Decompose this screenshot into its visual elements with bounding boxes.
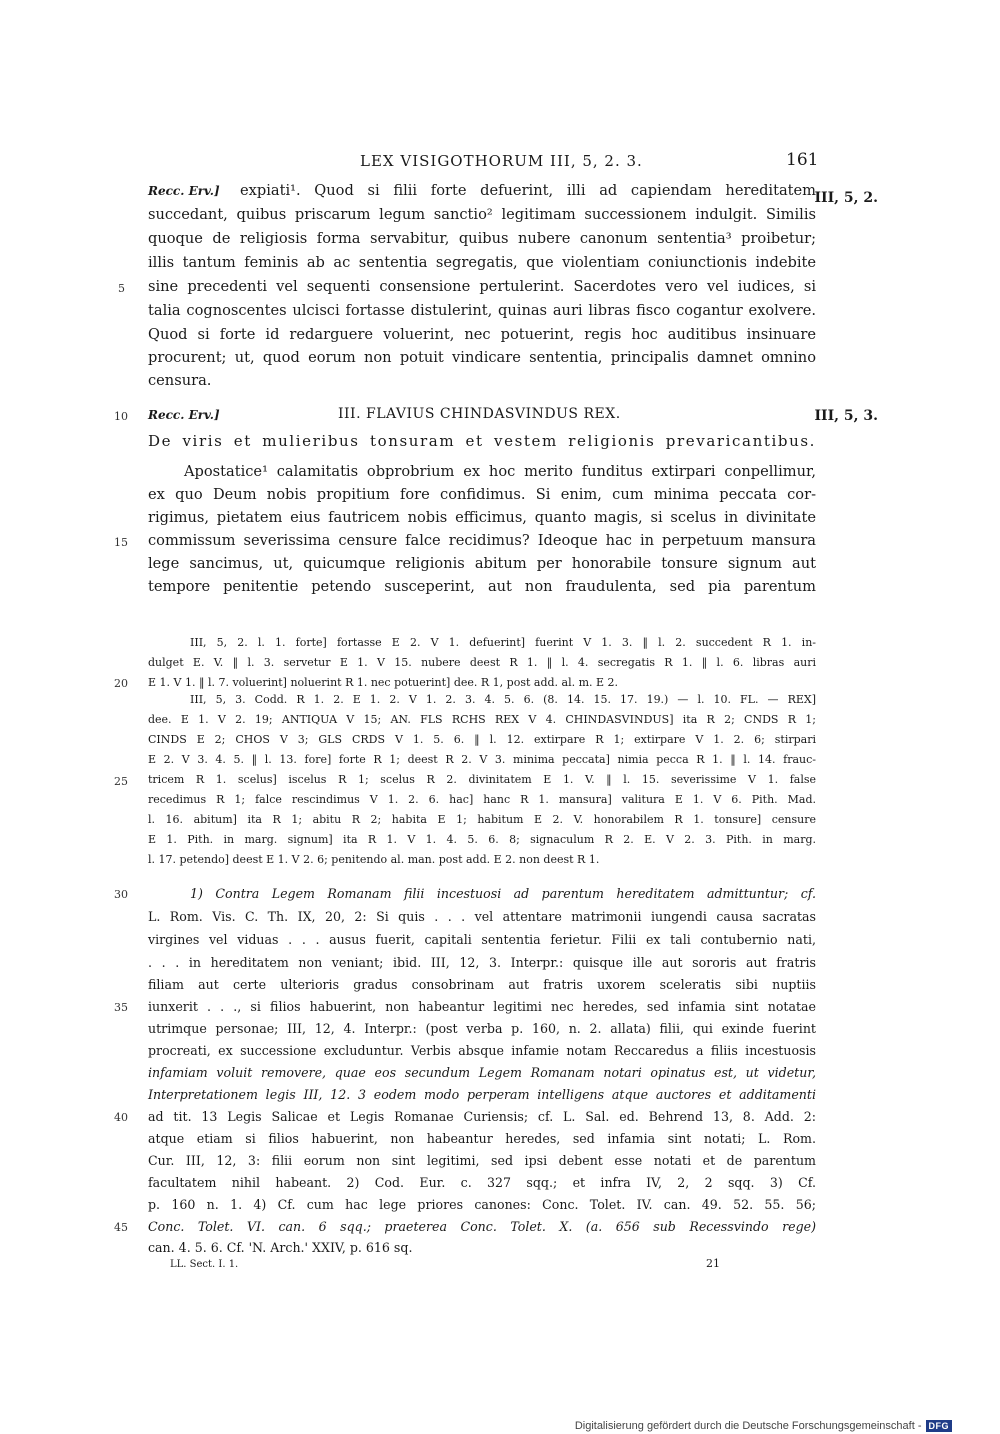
footnote-line: iunxerit . . ., si filios habuerint, non habeantur legitimi nec heredes, sed infamia sint notatae	[148, 999, 816, 1014]
text-line: sine precedenti vel sequenti consensione pertulerint. Sacerdotes vero vel iudices, si	[148, 278, 816, 295]
footnote-line: p. 160 n. 1. 4) Cf. cum hac lege priores canones: Conc. Tolet. IV. can. 49. 52. 55. 56;	[148, 1197, 816, 1212]
footnote-line: . . . in hereditatem non veniant; ibid. III, 12, 3. Interpr.: quisque ille aut sororis aut fratris	[148, 955, 816, 970]
footnote-line: Cur. III, 12, 3: filii eorum non sint legitimi, sed ipsi debent esse notati et de parentum	[148, 1153, 816, 1168]
footnote-line: ad tit. 13 Legis Salicae et Legis Romanae Curiensis; cf. L. Sal. ed. Behrend 13, 8. Add. 2:	[148, 1109, 816, 1124]
text-line: talia cognoscentes ulcisci fortasse distulerint, quinas auri libras fisco cogantur exolvere.	[148, 302, 816, 319]
footnote-line: filiam aut certe ulterioris gradus consobrinam aut fratris uxorem sceleratis sibi nuptiis	[148, 977, 816, 992]
source-label: Recc. Erv.]	[148, 184, 220, 198]
text-line: Apostatice¹ calamitatis obprobrium ex hoc merito funditus extirpari conpellimur,	[184, 463, 816, 480]
printer-signature: LL. Sect. I. 1.	[170, 1259, 239, 1270]
footnote-line: can. 4. 5. 6. Cf. 'N. Arch.' XXIV, p. 616 sq.	[148, 1240, 413, 1255]
footnote-line: procreati, ex successione excluduntur. Verbis absque infamie notam Reccaredus a filiis incestuosis	[148, 1043, 816, 1058]
text-line: Quod si forte id redarguere voluerint, nec potuerint, regis hoc auditibus insinuare	[148, 326, 816, 343]
text-line: censura.	[148, 372, 212, 389]
law-subtitle: De viris et mulieribus tonsuram et vestem religionis prevaricantibus.	[148, 432, 816, 450]
line-number: 10	[114, 410, 128, 423]
text-line: quoque de religiosis forma servabitur, quibus nubere canonum sententia³ proibetur;	[148, 230, 816, 247]
apparatus-line: E 1. Pith. in marg. signum] ita R 1. V 1. 4. 5. 6. 8; signaculum R 2. E. V 2. 3. Pith. in marg.	[148, 833, 816, 846]
line-number: 45	[114, 1221, 128, 1234]
apparatus-line: tricem R 1. scelus] iscelus R 1; scelus R 2. divinitatem E 1. V. ‖ l. 15. severissime V 1. false	[148, 773, 816, 786]
apparatus-line: recedimus R 1; falce rescindimus V 1. 2. 6. hac] hanc R 1. mansura] valitura E 1. V 6. Pith. Mad.	[148, 793, 816, 806]
footnote-line: L. Rom. Vis. C. Th. IX, 20, 2: Si quis . . . vel attentare matrimonii iungendi causa sacratas	[148, 909, 816, 924]
text-line: rigimus, pietatem eius fautricem nobis efficimus, quanto magis, si scelus in divinitate	[148, 509, 816, 526]
text-line: procurent; ut, quod eorum non potuit vindicare sententia, principalis damnet omnino	[148, 349, 816, 366]
text-line: commissum severissima censure falce recidimus? Ideoque hac in perpetuum mansura	[148, 532, 816, 549]
sheet-number: 21	[706, 1257, 720, 1270]
footnote-line: infamiam voluit removere, quae eos secundum Legem Romanam notari opinatus est, ut videtur,	[148, 1065, 816, 1080]
line-number: 15	[114, 536, 128, 549]
apparatus-line: CINDS E 2; CHOS V 3; GLS CRDS V 1. 5. 6. ‖ l. 12. extirpare R 1; extirpare V 1. 2. 6; stirpari	[148, 733, 816, 746]
line-number: 25	[114, 775, 128, 788]
law-heading: III. FLAVIUS CHINDASVINDUS REX.	[338, 406, 621, 422]
text-line: illis tantum feminis ab ac sententia segregatis, que violentiam coniunctionis indebite	[148, 254, 816, 271]
text-line: tempore penitentie petendo susceperint, aut non fraudulenta, sed pia parentum	[148, 578, 816, 595]
source-label: Recc. Erv.]	[148, 408, 220, 422]
credit-text: Digitalisierung gefördert durch die Deutsche Forschungsgemeinschaft -	[574, 1420, 922, 1432]
margin-reference: III, 5, 2.	[814, 190, 878, 206]
line-number: 5	[118, 282, 125, 295]
digitization-credit	[575, 1420, 952, 1432]
line-number: 35	[114, 1001, 128, 1014]
apparatus-line: dulget E. V. ‖ l. 3. servetur E 1. V 15. nubere deest R 1. ‖ l. 4. secregatis R 1. ‖ l. 6. libras auri	[148, 656, 816, 669]
apparatus-line: l. 17. petendo] deest E 1. V 2. 6; penitendo al. man. post add. E 2. non deest R 1.	[148, 853, 600, 866]
text-line: expiati¹. Quod si filii forte defuerint, illi ad capiendam hereditatem	[240, 182, 816, 199]
line-number: 30	[114, 888, 128, 901]
page-number: 161	[786, 150, 819, 170]
footnote-line: atque etiam si filios habuerint, non habeantur heredes, sed infamia sint notati; L. Rom.	[148, 1131, 816, 1146]
line-number: 20	[114, 677, 128, 690]
apparatus-line: dee. E 1. V 2. 19; ANTIQUA V 15; AN. FLS RCHS REX V 4. CHINDASVINDUS] ita R 2; CNDS R 1;	[148, 713, 816, 726]
margin-reference: III, 5, 3.	[814, 408, 878, 424]
text-line: ex quo Deum nobis propitium fore confidimus. Si enim, cum minima peccata cor-	[148, 486, 816, 503]
footnote-line: Interpretationem legis III, 12. 3 eodem modo perperam intelligens atque auctores et additamenti	[148, 1087, 816, 1102]
text-line: lege sancimus, ut, quicumque religionis abitum per honorabile tonsure signum aut	[148, 555, 816, 572]
dfg-logo: DFG	[926, 1420, 953, 1432]
footnote-line: Conc. Tolet. VI. can. 6 sqq.; praeterea Conc. Tolet. X. (a. 656 sub Recessvindo rege)	[148, 1219, 816, 1234]
apparatus-line: III, 5, 3. Codd. R 1. 2. E 1. 2. V 1. 2. 3. 4. 5. 6. (8. 14. 15. 17. 19.) — l. 10. FL. — REX]	[190, 693, 816, 706]
text-line: succedant, quibus priscarum legum sanctio² legitimam successionem indulgit. Similis	[148, 206, 816, 223]
footnote-line: 1) Contra Legem Romanam filii incestuosi ad parentum hereditatem admittuntur; cf.	[190, 886, 816, 901]
apparatus-line: E 1. V 1. ‖ l. 7. voluerint] noluerint R 1. nec potuerint] dee. R 1, post add. al. m. E 2.	[148, 676, 619, 689]
apparatus-line: E 2. V 3. 4. 5. ‖ l. 13. fore] forte R 1; deest R 2. V 3. minima peccata] nimia pecca R 1. ‖ l. 14. frauc-	[148, 753, 816, 766]
line-number: 40	[114, 1111, 128, 1124]
footnote-line: virgines vel viduas . . . ausus fuerit, capitali sententia ferietur. Filii ex tali contubernio nati,	[148, 932, 816, 947]
apparatus-line: III, 5, 2. l. 1. forte] fortasse E 2. V 1. defuerint] fuerint V 1. 3. ‖ l. 2. succedent R 1. in-	[190, 636, 816, 649]
apparatus-line: l. 16. abitum] ita R 1; abitu R 2; habita E 1; habitum E 2. V. honorabilem R 1. tonsure] censure	[148, 813, 816, 826]
running-header: LEX VISIGOTHORUM III, 5, 2. 3.	[360, 152, 643, 170]
footnote-line: facultatem nihil habeant. 2) Cod. Eur. c. 327 sqq.; et infra IV, 2, 2 sqq. 3) Cf.	[148, 1175, 816, 1190]
footnote-line: utrimque personae; III, 12, 4. Interpr.: (post verba p. 160, n. 2. allata) filii, qui exinde fuerint	[148, 1021, 816, 1036]
